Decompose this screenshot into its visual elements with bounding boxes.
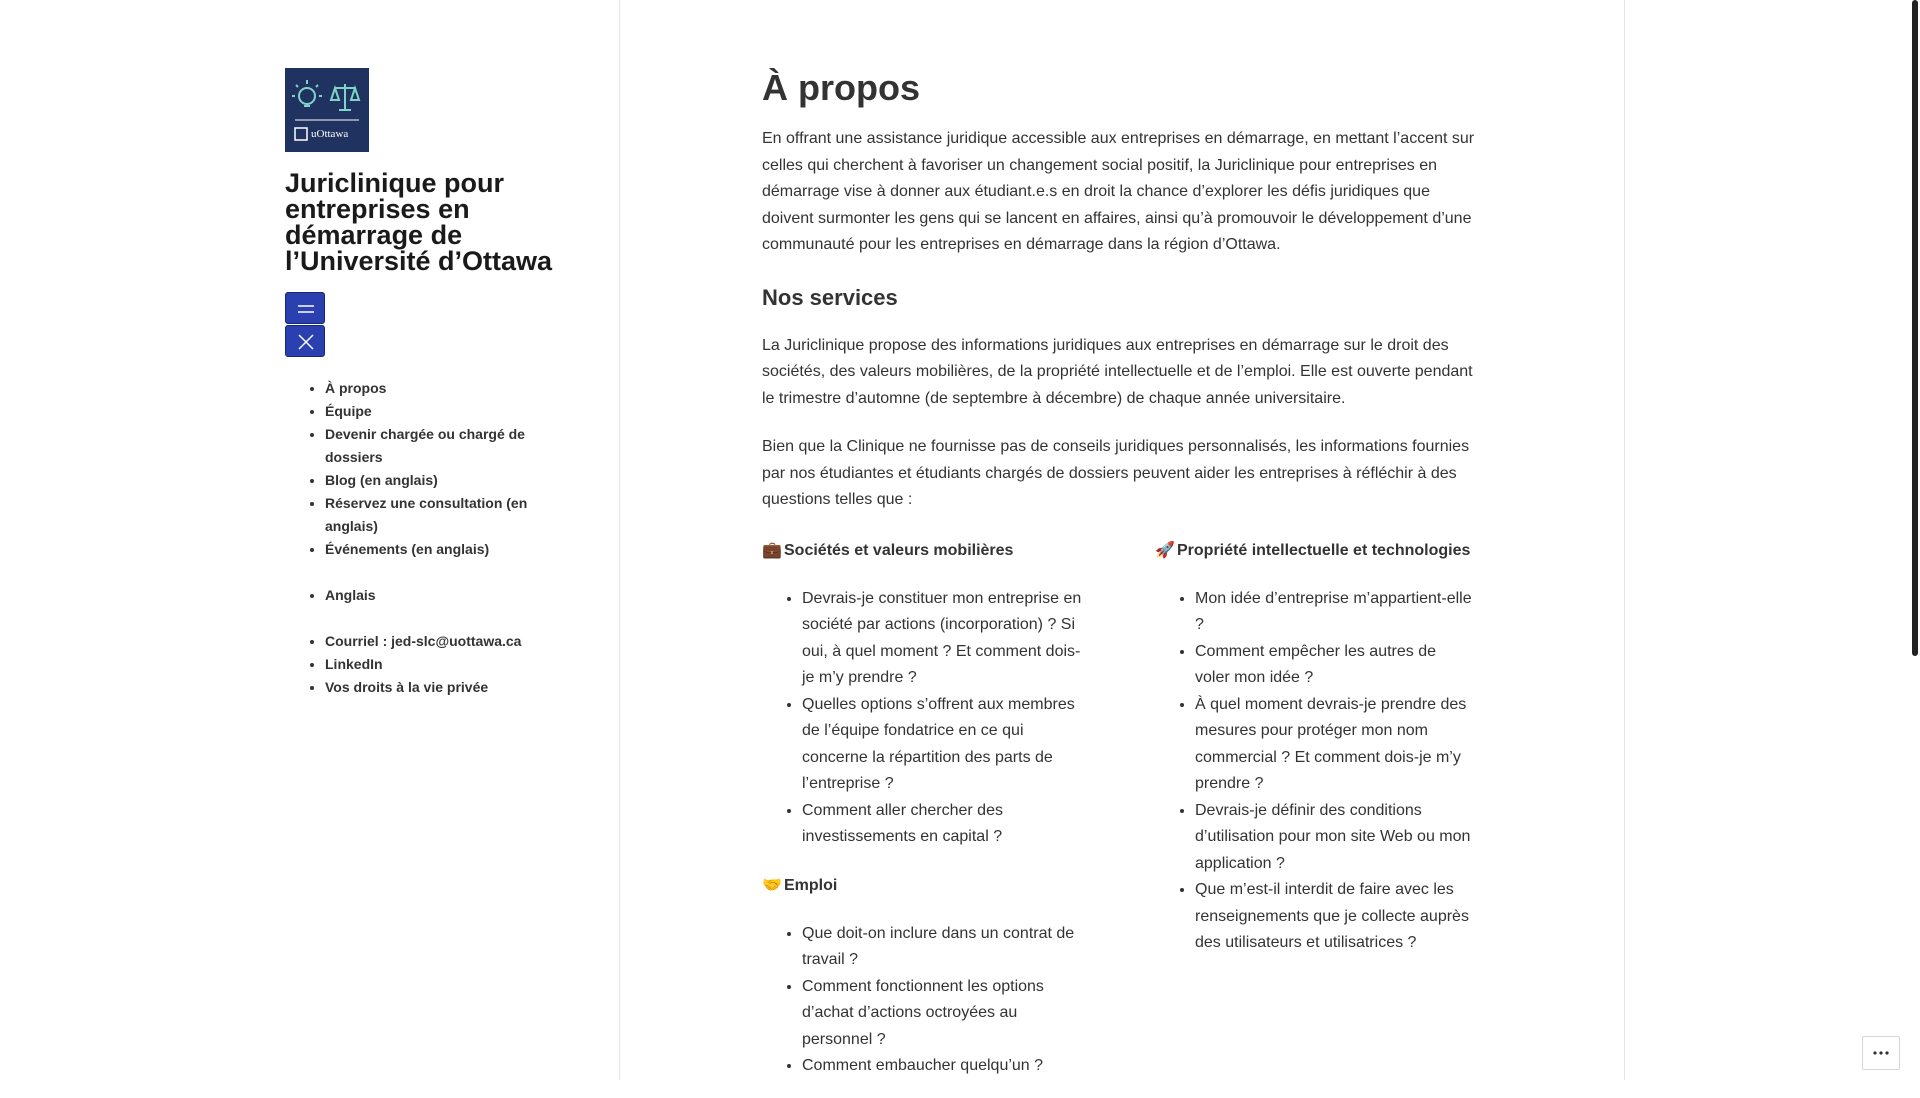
list-item: • Que m’est-il interdit de faire avec les renseignements que je collecte auprès des utilisateurs et utilisatrices ?	[1195, 877, 1475, 957]
list-item: • Comment empêcher les autres de voler mon idée ?	[1195, 639, 1475, 692]
open-menu-button[interactable]	[285, 292, 325, 324]
scrollbar-thumb[interactable]	[1912, 0, 1918, 656]
corporate-question-list	[762, 586, 1082, 851]
main-content	[620, 0, 1625, 1080]
services-paragraph-2: Bien que la Clinique ne fournisse pas de conseils juridiques personnalisés, les informations fournies par nos étudiantes et étudiants chargés de dossiers peuvent aider les entreprises à réfléchir à des questions telles que :	[762, 438, 1470, 508]
logo-text: uOttawa	[311, 128, 349, 140]
services-paragraph-1: La Juriclinique propose des informations juridiques aux entreprises en démarrage sur le droit des sociétés, des valeurs mobilières, de la propriété intellectuelle et de l’emploi. Elle est ouverte pendant le trimestre d’automne (de septembre à décembre) de chaque année universitaire.	[762, 336, 1473, 407]
menu-toggle-group	[285, 292, 545, 357]
nav-item-linkedin[interactable]: • LinkedIn	[325, 653, 545, 676]
nav-item-blog[interactable]: • Blog (en anglais)	[325, 469, 545, 492]
services-heading: Nos services	[762, 284, 898, 310]
list-item: • Quelles options s’offrent aux membres de l’équipe fondatrice en ce qui concerne la répartition des parts de l’entreprise ?	[802, 692, 1082, 798]
nav-item-privacy[interactable]: • Vos droits à la vie privée	[325, 676, 545, 699]
nav-item-a-propos[interactable]: • À propos	[325, 377, 545, 400]
section-heading-employment: 🤝 Emploi	[762, 873, 1082, 899]
sidebar	[0, 0, 620, 1080]
list-item: • Que doit-on inclure dans un contrat de travail ?	[802, 921, 1082, 974]
ip-question-list	[1155, 586, 1475, 957]
article	[762, 64, 1482, 1098]
column-left	[762, 538, 1082, 1080]
intro-paragraph: En offrant une assistance juridique accessible aux entreprises en démarrage, en mettant l’accent sur celles qui cherchent à favoriser un changement social positif, la Juriclinique pour entreprises en démarrage vise à donner aux étudiant.e.s en droit la chance d’explorer les défis juridiques que doivent surmonter les gens qui se lancent en affaires, ainsi qu’à promouvoir le développement d’une communauté pour les entreprises en démarrage dans la région d’Ottawa.	[762, 130, 1475, 253]
list-item: • À quel moment devrais-je prendre des mesures pour protéger mon nom commercial ? Et comment dois-je m’y prendre ?	[1195, 692, 1475, 798]
sidebar-content	[285, 68, 553, 699]
nav-item-evenements[interactable]: • Événements (en anglais)	[325, 538, 545, 561]
briefcase-icon: 💼	[762, 541, 782, 559]
handshake-icon: 🤝	[762, 876, 782, 894]
column-right	[1155, 538, 1475, 957]
nav-item-equipe[interactable]: • Équipe	[325, 400, 545, 423]
list-item: • Comment aller chercher des investissements en capital ?	[802, 798, 1082, 851]
hamburger-icon	[296, 300, 316, 318]
nav-item-consultation[interactable]: • Réservez une consultation (en anglais)	[325, 492, 550, 538]
nav-item-devenir-charge[interactable]: • Devenir chargée ou chargé de dossiers	[325, 423, 525, 469]
list-item: • Mon idée d’entreprise m’appartient-elle ?	[1195, 586, 1475, 639]
services-columns	[762, 538, 1482, 1098]
nav-item-email[interactable]: • Courriel : jed-slc@uottawa.ca	[325, 607, 545, 653]
list-item: • Devrais-je constituer mon entreprise en société par actions (incorporation) ? Si oui, à quel moment ? Et comment dois-je m’y prendre ?	[802, 586, 1082, 692]
close-menu-button[interactable]	[285, 325, 325, 357]
more-dots-icon	[1863, 1037, 1899, 1069]
page-scrollbar[interactable]	[1911, 0, 1920, 1080]
rocket-icon: 🚀	[1155, 541, 1175, 559]
employment-question-list	[762, 921, 1082, 1080]
page-title: À propos	[762, 67, 920, 108]
nav-item-language[interactable]: • Anglais	[325, 561, 545, 607]
list-item: • Comment fonctionnent les options d’achat d’actions octroyées au personnel ?	[802, 974, 1082, 1054]
close-icon	[296, 333, 316, 351]
main-navigation	[285, 377, 545, 699]
section-heading-corporate: 💼 Sociétés et valeurs mobilières	[762, 538, 1082, 564]
section-heading-ip: 🚀 Propriété intellectuelle et technologies	[1155, 538, 1475, 564]
more-options-button[interactable]	[1862, 1036, 1900, 1070]
site-title[interactable]: Juriclinique pour entreprises en démarrage de l’Université d’Ottawa	[285, 168, 553, 276]
site-logo[interactable]	[285, 68, 369, 152]
list-item: • Comment embaucher quelqu’un ?	[802, 1053, 1082, 1080]
list-item: • Devrais-je définir des conditions d’utilisation pour mon site Web ou mon application ?	[1195, 798, 1475, 878]
